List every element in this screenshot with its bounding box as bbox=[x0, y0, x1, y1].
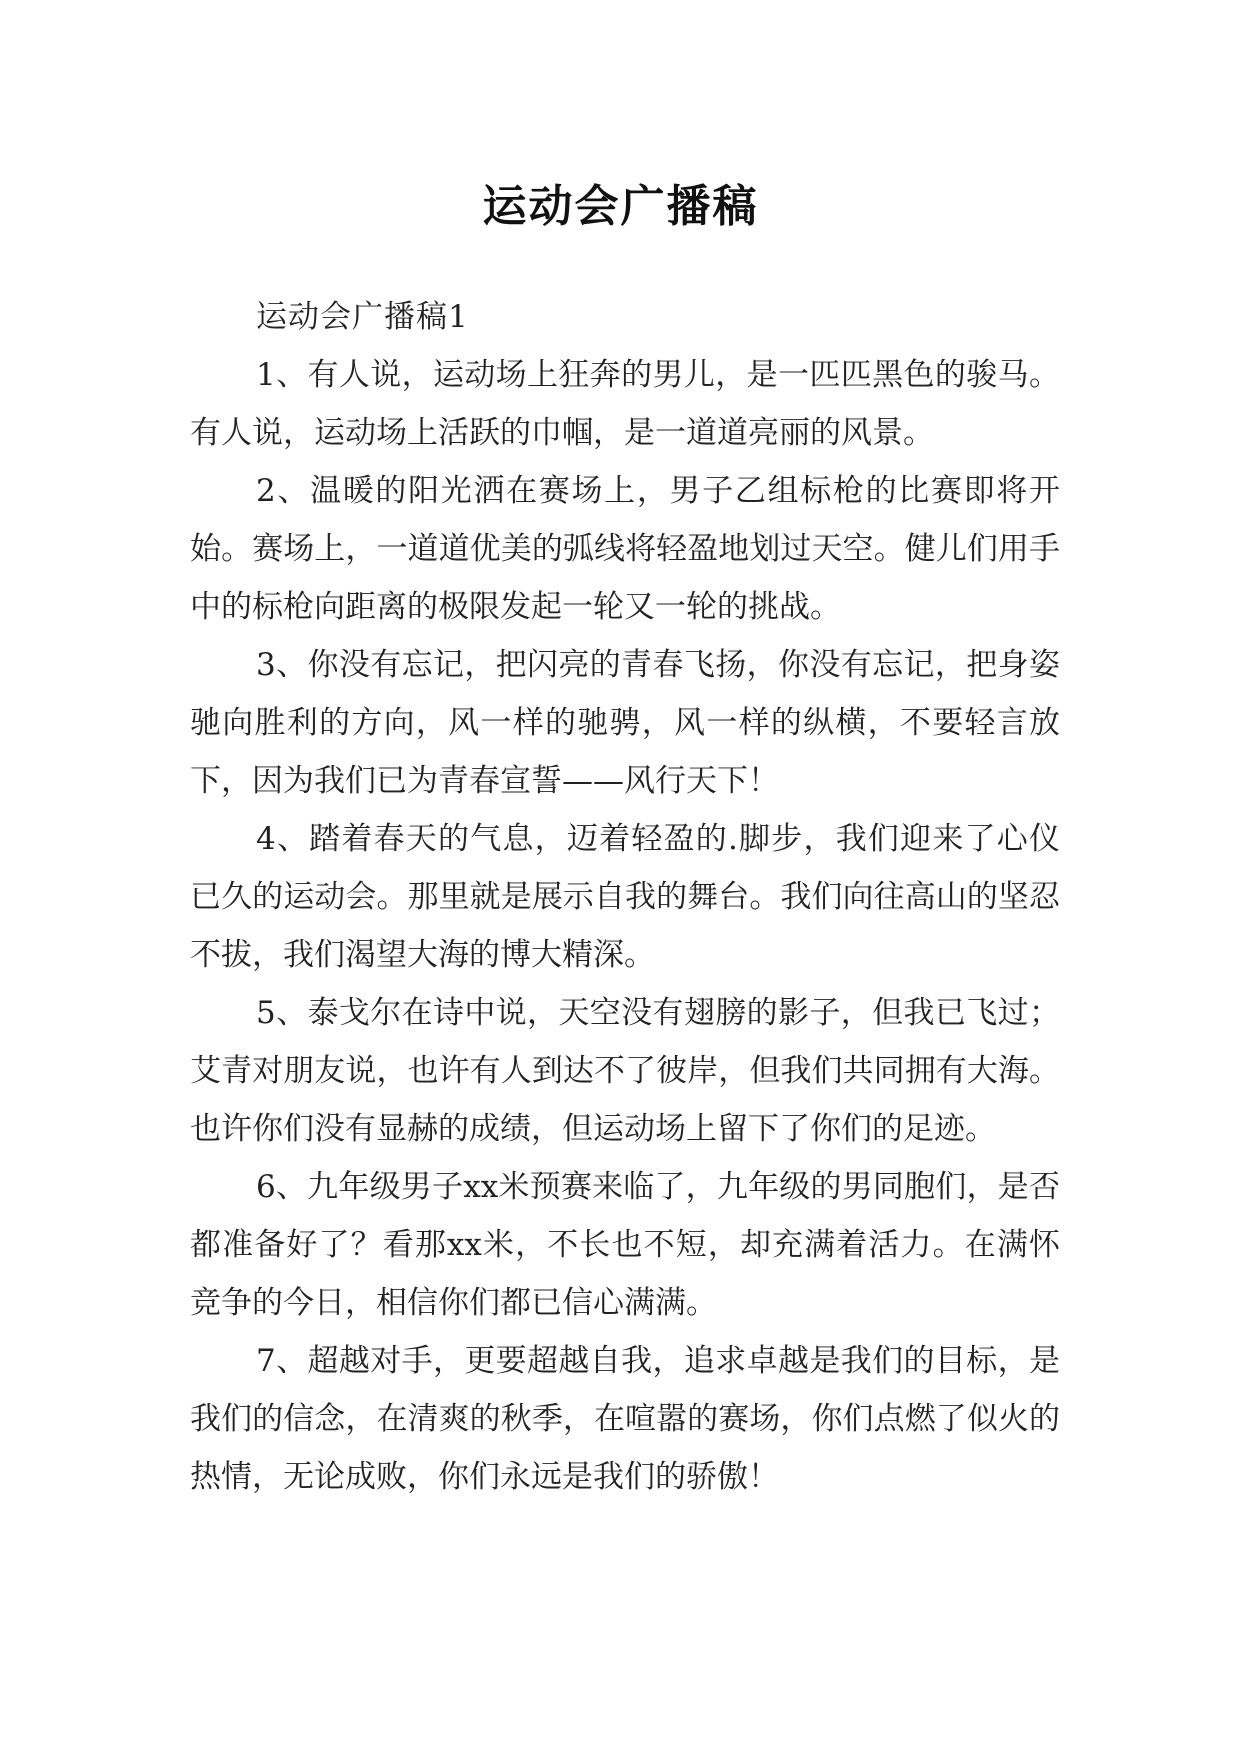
paragraph-5: 5、泰戈尔在诗中说，天空没有翅膀的影子，但我已飞过；艾青对朋友说，也许有人到达不了彼岸，但我们共同拥有大海。也许你们没有显赫的成绩，但运动场上留下了你们的足迹。 bbox=[190, 995, 1060, 1147]
section-heading: 运动会广播稿1 bbox=[256, 299, 469, 335]
document-body bbox=[190, 288, 1060, 1506]
paragraph-3: 3、你没有忘记，把闪亮的青春飞扬，你没有忘记，把身姿驰向胜利的方向，风一样的驰骋，风一样的纵横，不要轻言放下，因为我们已为青春宣誓——风行天下！ bbox=[190, 647, 1060, 799]
paragraph-4: 4、踏着春天的气息，迈着轻盈的.脚步，我们迎来了心仪已久的运动会。那里就是展示自我的舞台。我们向往高山的坚忍不拔，我们渴望大海的博大精深。 bbox=[190, 821, 1060, 973]
document-title: 运动会广播稿 bbox=[482, 181, 759, 233]
paragraph-1: 1、有人说，运动场上狂奔的男儿，是一匹匹黑色的骏马。有人说，运动场上活跃的巾帼，是一道道亮丽的风景。 bbox=[190, 357, 1060, 451]
paragraph-6: 6、九年级男子xx米预赛来临了，九年级的男同胞们，是否都准备好了？看那xx米，不长也不短，却充满着活力。在满怀竞争的今日，相信你们都已信心满满。 bbox=[190, 1169, 1060, 1321]
paragraph-7: 7、超越对手，更要超越自我，追求卓越是我们的目标，是我们的信念，在清爽的秋季，在喧嚣的赛场，你们点燃了似火的热情，无论成败，你们永远是我们的骄傲！ bbox=[190, 1343, 1060, 1495]
paragraph-2: 2、温暖的阳光洒在赛场上，男子乙组标枪的比赛即将开始。赛场上，一道道优美的弧线将轻盈地划过天空。健儿们用手中的标枪向距离的极限发起一轮又一轮的挑战。 bbox=[190, 473, 1060, 625]
